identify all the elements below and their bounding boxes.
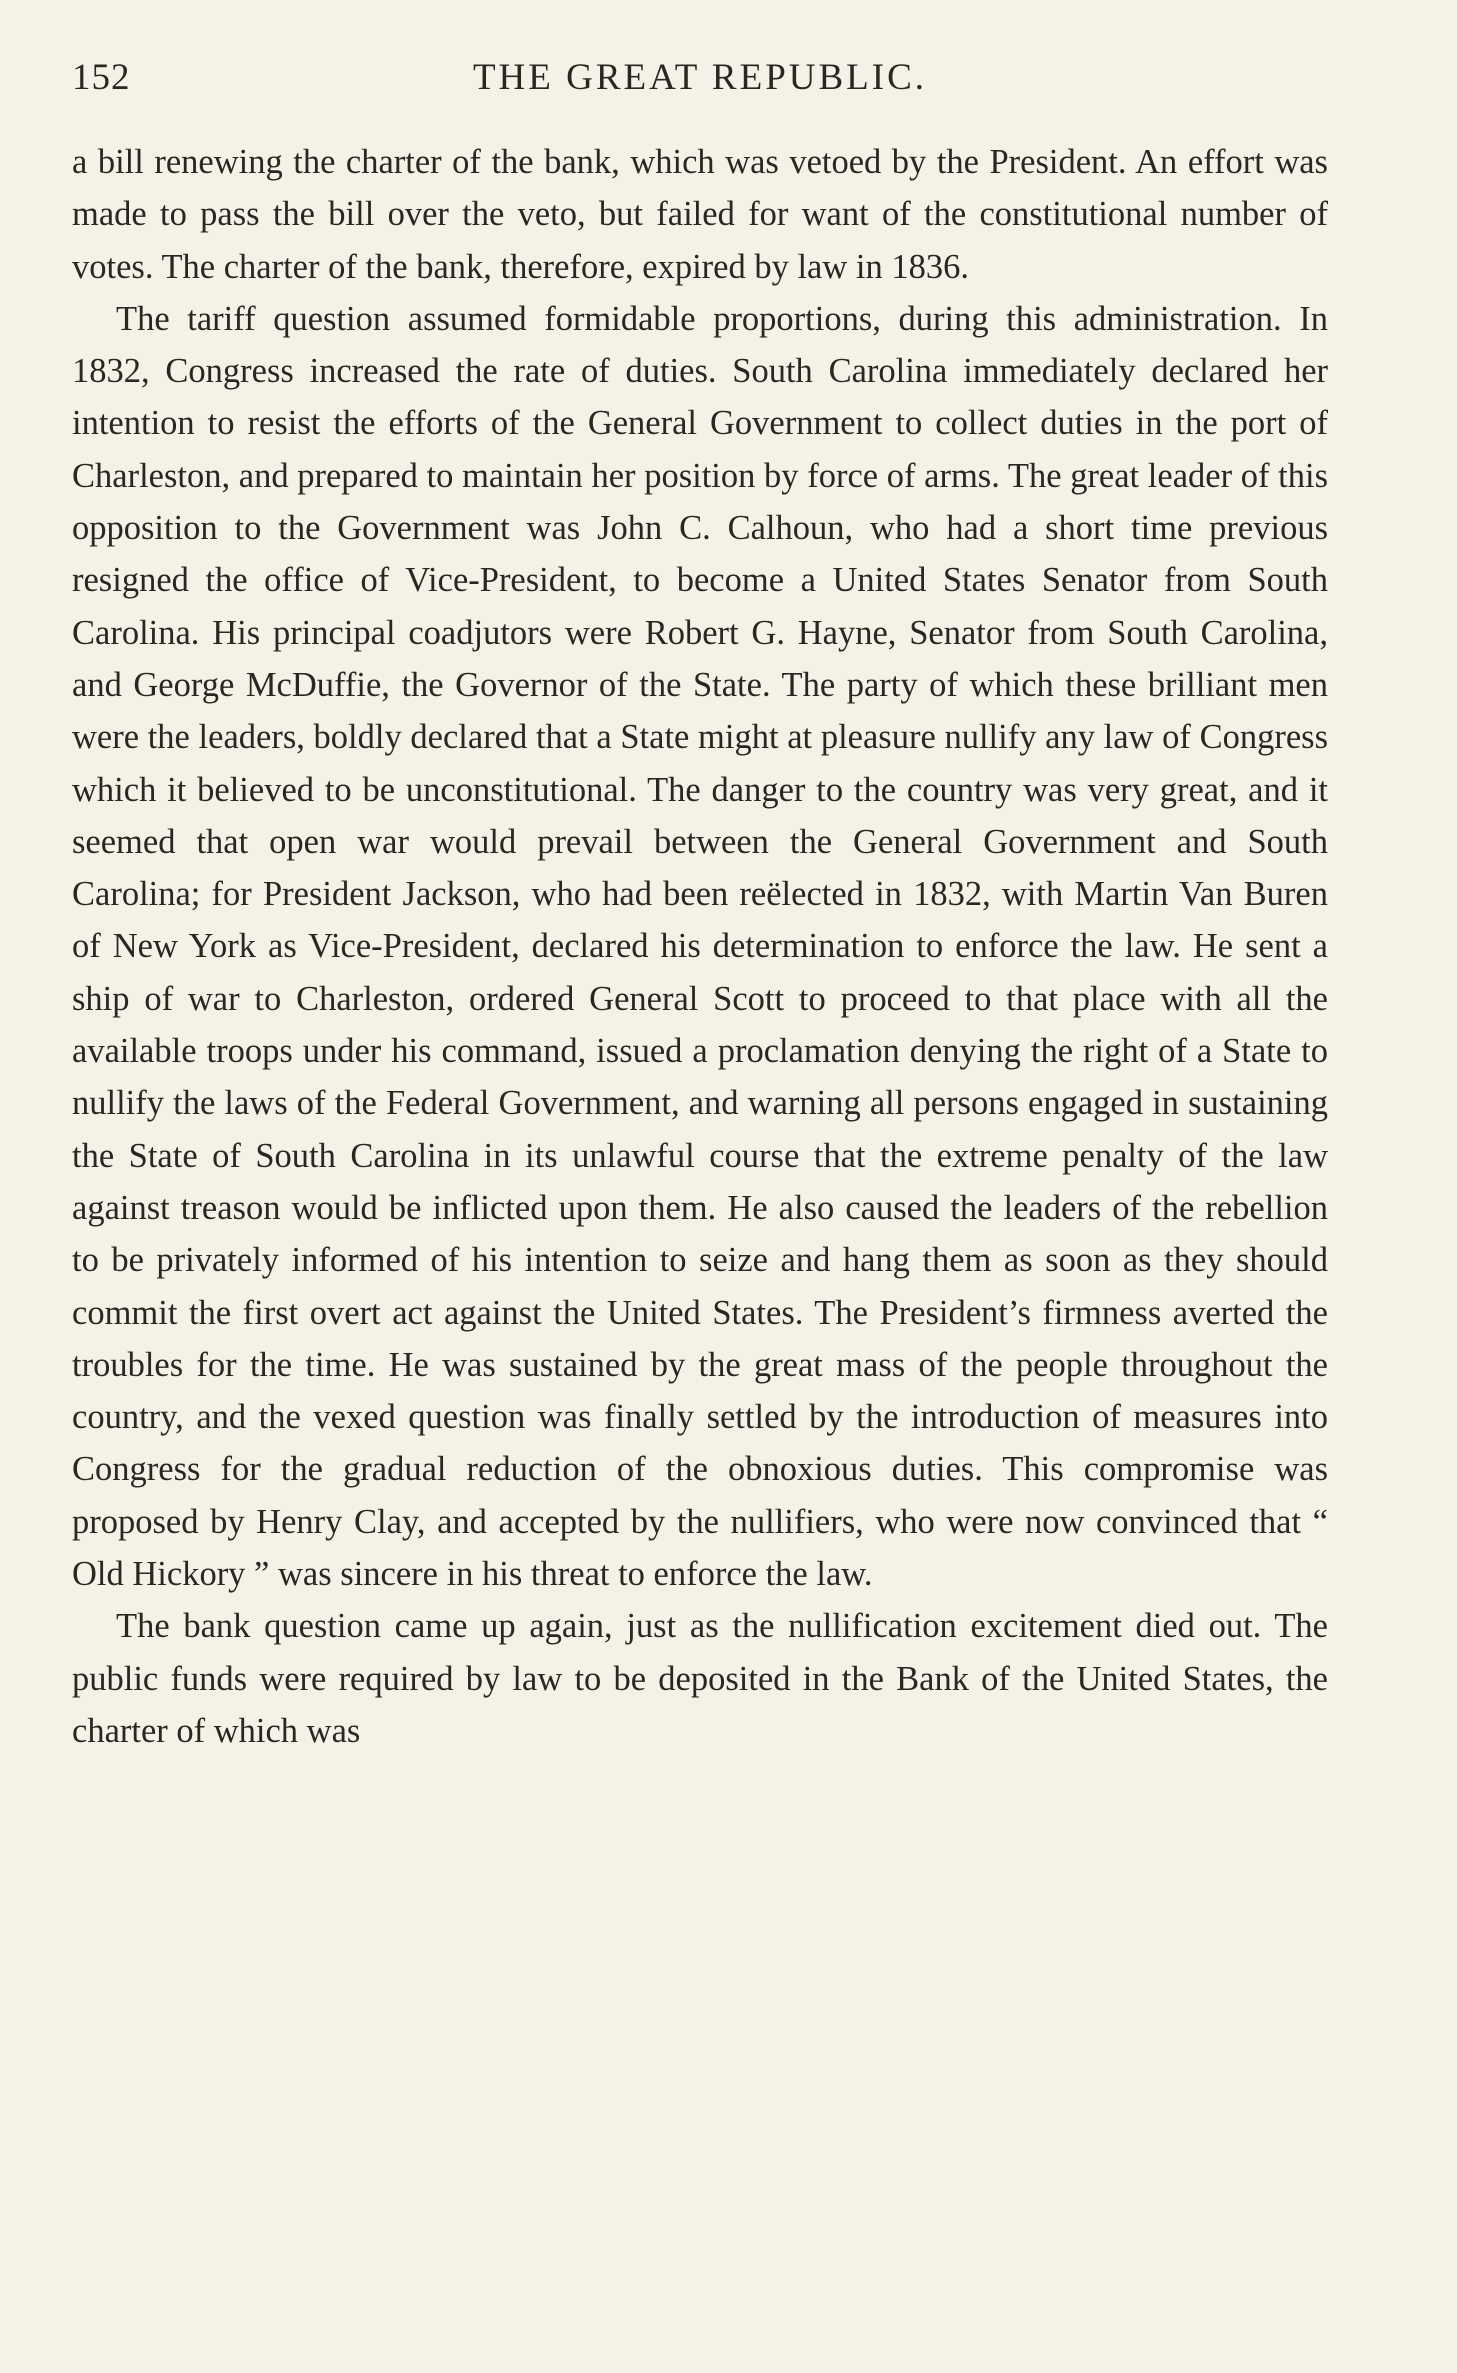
body-text <box>72 136 1328 1757</box>
paragraph-bank-question: The bank question came up again, just as the nullification excitement died out. The public funds were required by law to be deposited in the Bank of the United States, the charter of which was <box>72 1607 1328 1750</box>
running-head <box>72 50 1328 110</box>
page-number: 152 <box>72 57 131 98</box>
paragraph-continuation: a bill renewing the charter of the bank, which was vetoed by the President. An effort was made to pass the bill over the veto, but failed for want of the constitutional number of votes. The charter of the bank, therefore, expired by law in 1836. <box>72 143 1328 286</box>
paragraph-tariff-question: The tariff question assumed formidable proportions, during this administration. In 1832, Congress increased the rate of duties. South Carolina immediately declared her intention to resist the efforts of the General Government to collect duties in the port of Charleston, and prepared to maintain her position by force of arms. The great leader of this opposition to the Government was John C. Calhoun, who had a short time previous resigned the office of Vice-President, to become a United States Senator from South Carolina. His principal coadjutors were Robert G. Hayne, Senator from South Carolina, and George McDuffie, the Governor of the State. The party of which these brilliant men were the leaders, boldly declared that a State might at pleasure nullify any law of Congress which it believed to be unconstitutional. The danger to the country was very great, and it seemed that open war would prevail between the General Government and South Carolina; for President Jackson, who had been reëlected in 1832, with Martin Van Buren of New York as Vice-President, declared his determination to enforce the law. He sent a ship of war to Charleston, ordered General Scott to proceed to that place with all the available troops under his command, issued a proclamation denying the right of a State to nullify the laws of the Federal Government, and warning all persons engaged in sustaining the State of South Carolina in its unlawful course that the extreme penalty of the law against treason would be inflicted upon them. He also caused the leaders of the rebellion to be privately informed of his intention to seize and hang them as soon as they should commit the first overt act against the United States. The President’s firmness averted the troubles for the time. He was sustained by the great mass of the people throughout the country, and the vexed question was finally settled by the introduction of measures into Congress for the gradual reduction of the obnoxious duties. This compromise was proposed by Henry Clay, and accepted by the nullifiers, who were now convinced that “ Old Hickory ” was sincere in his threat to enforce the law. <box>72 299 1328 1594</box>
book-page <box>72 50 1328 1757</box>
running-title: THE GREAT REPUBLIC. <box>472 57 928 98</box>
